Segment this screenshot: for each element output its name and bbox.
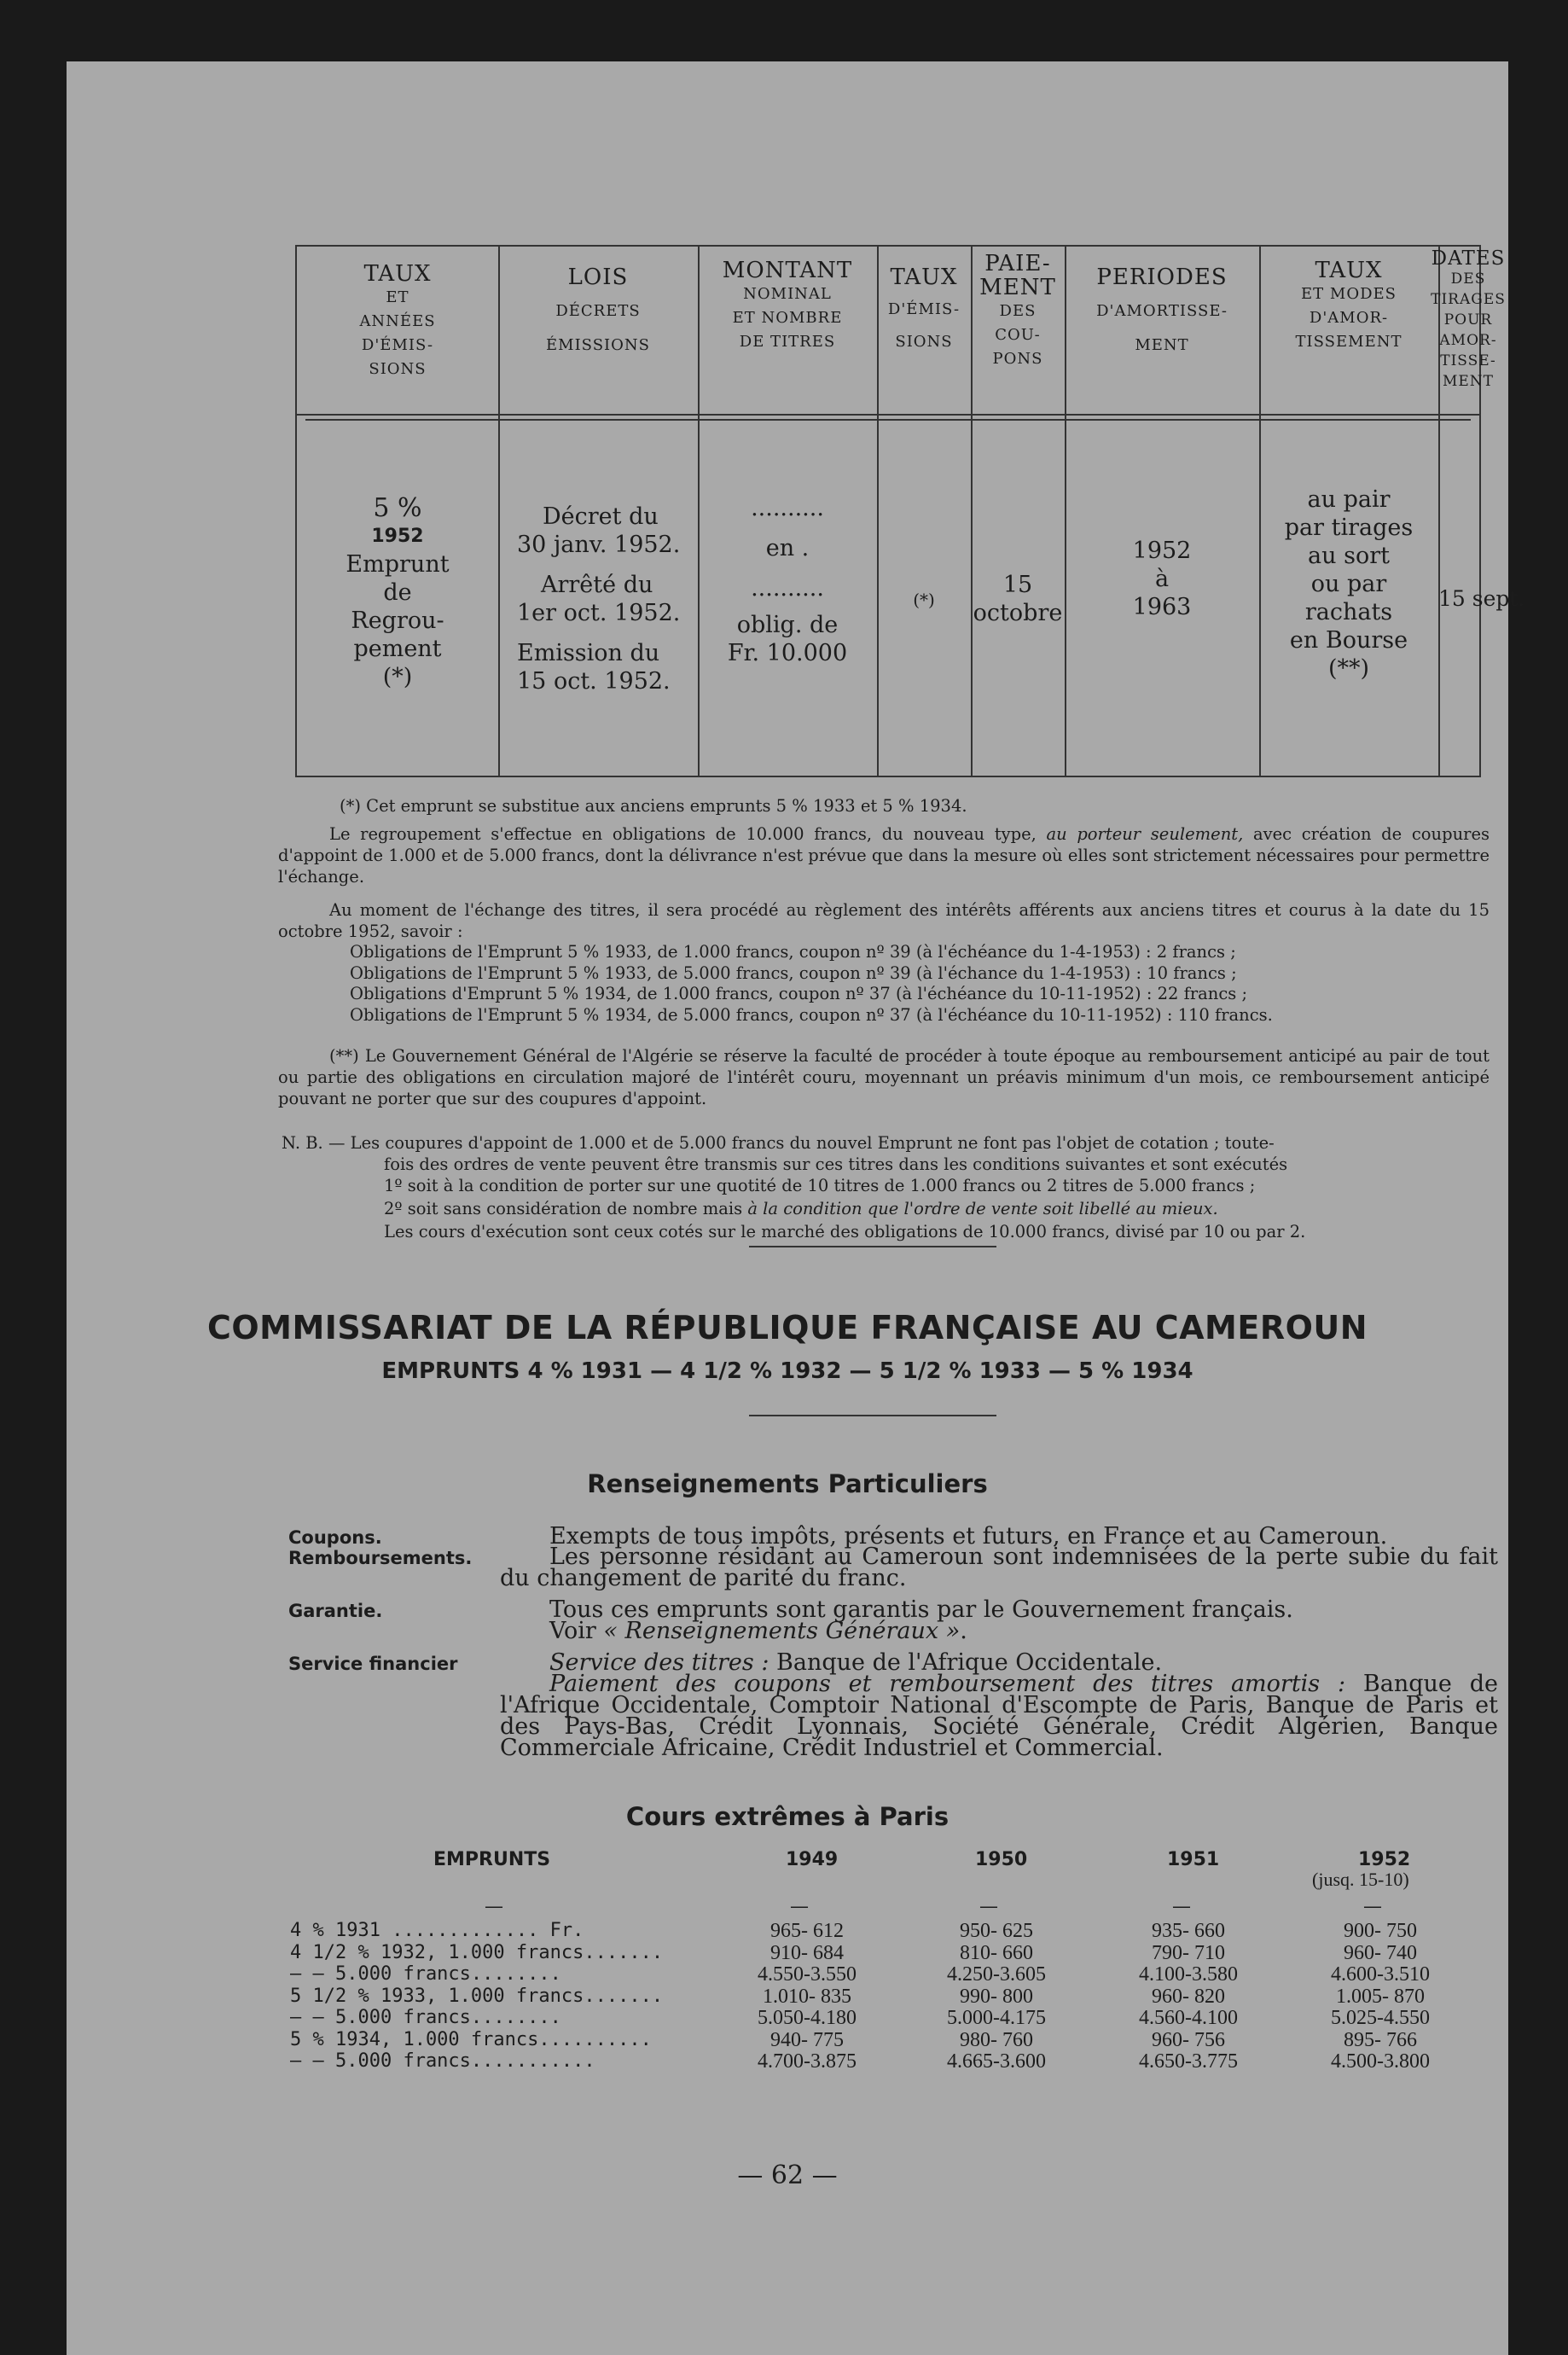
- col-1949: 1949: [786, 1849, 839, 1870]
- row-taux-emissions: (*): [913, 590, 935, 610]
- cours-row-value: 4.600-3.510: [1331, 1963, 1430, 1986]
- col-1952-note: (jusq. 15-10): [1312, 1869, 1409, 1890]
- cours-row-value: 935- 660: [1152, 1920, 1225, 1942]
- header-periodes: PERIODES D'AMORTISSE- MENT: [1096, 265, 1228, 354]
- loan-table: [295, 245, 1525, 777]
- page-subtitle: EMPRUNTS 4 % 1931 — 4 1/2 % 1932 — 5 1/2 % 1933 — 5 % 1934: [381, 1358, 1193, 1384]
- note-nb: N. B. — Les coupures d'appoint de 1.000 et de 5.000 francs du nouvel Emprunt ne font pas l'objet de cotation ; toute- fois des ordres de vente peuvent être transmis sur ces titres dans les conditions suivantes et sont exécutés 1º soit à la condition de porter sur une quotité de 10 titres de 1.000 francs ou 2 titres de 5.000 francs ; 2º soit sans considération de nombre mais à la condition que l'ordre de vente soit libellé au mieux. Les cours d'exécution sont ceux cotés sur le marché des obligations de 10.000 francs, divisé par 10 ou par 2.: [282, 1133, 1306, 1241]
- cours-row-value: 900- 750: [1344, 1920, 1417, 1942]
- cours-row-value: 4.100-3.580: [1139, 1963, 1238, 1986]
- cours-row-label: — — 5.000 francs........: [290, 2007, 561, 2028]
- cours-row-value: 1.005- 870: [1336, 1985, 1425, 2008]
- divider-2: [749, 1415, 996, 1416]
- cours-row-value: 960- 740: [1344, 1941, 1417, 1964]
- row-lois: Décret du 30 janv. 1952. Arrêté du 1er oct. 1952. Emission du 15 oct. 1952.: [517, 503, 681, 695]
- page: TAUX ET ANNÉES D'ÉMIS- SIONS LOIS DÉCRETS ÉMISSIONS MONTANT NOMINAL ET NOMBRE DE TITRES TAUX D'ÉMIS- SIONS PAIE- MENT DES COU- PONS PERIODES D'AMORTISSE- MENT TAUX ET MODES D'AMOR- TISSEMENT DATES DES TIRAGES POUR AMOR- TISSE- MENT 5 % 1952 Emprunt de Regrou- pement (*) Décret du 30 janv. 1952. Arrêté du 1er oct. 1952. Emission du 15 oct. 1952. .......... en . .......... oblig. de Fr. 10.000 (*) 15 octobre 1952 à 1963 au pair par tirages au sort ou par rachats en Bourse (**) 15 sept. (*) Cet emprunt se substitue aux anciens emprunts 5 % 1933 et 5 % 1934. Le regroupement s'effectue en obligations de 10.000 francs, du nouveau type, au porteur seulement, avec création de coupures d'appoint de 1.000 et de 5.000 francs, dont la délivrance n'est prévue que dans la mesure où elles sont strictement nécessaires pour permettre l'échange. Au moment de l'échange des titres, il sera procédé au règlement des intérêts afférents aux anciens titres et courus à la date du 15 octobre 1952, savoir : Obligations de l'Emprunt 5 % 1933, de 1.000 francs, coupon nº 39 (à l'échéance du 1-4-1953) : 2 francs ; Obligations de l'Emprunt 5 % 1933, de 5.000 francs, coupon nº 39 (à l'échance du 1-4-1953) : 10 francs ; Obligations d'Emprunt 5 % 1934, de 1.000 francs, coupon nº 37 (à l'échéance du 10-11-1952) : 22 francs ; Obligations de l'Emprunt 5 % 1934, de 5.000 francs, coupon nº 37 (à l'échéance du 10-11-1952) : 110 francs. (**) Le Gouvernement Général de l'Algérie se réserve la faculté de procéder à toute époque au remboursement anticipé au pair de tout ou partie des obligations en circulation majoré de l'intérêt couru, moyennant un préavis minimum d'un mois, ce remboursement anticipé pouvant ne porter que sur des coupures d'appoint. N. B. — Les coupures d'appoint de 1.000 et de 5.000 francs du nouvel Emprunt ne font pas l'objet de cotation ; toute- fois des ordres de vente peuvent être transmis sur ces titres dans les conditions suivantes et sont exécutés 1º soit à la condition de porter sur une quotité de 10 titres de 1.000 francs ou 2 titres de 5.000 francs ; 2º soit sans considération de nombre mais à la condition que l'ordre de vente soit libellé au mieux. Les cours d'exécution sont ceux cotés sur le marché des obligations de 10.000 francs, divisé par 10 ou par 2. COMMISSARIAT DE LA RÉPUBLIQUE FRANÇAISE AU CAMEROUN EMPRUNTS 4 % 1931 — 4 1/2 % 1932 — 5 1/2 % 1933 — 5 % 1934 Renseignements Particuliers Coupons. Remboursements. Garantie. Service financier Exempts de tous impôts, présents et futurs, en France et au Cameroun. Les personne résidant au Cameroun sont indemnisées de la perte subie du fait du changement de parité du franc. Tous ces emprunts sont garantis par le Gouvernement français. Voir « Renseignements Généraux ». Service des titres : Banque de l'Afrique Occidentale. Paiement des coupons et remboursement des titres amortis : Banque de l'Afrique Occidentale, Comptoir National d'Escompte de Paris, Banque de Paris et des Pays-Bas, Crédit Lyonnais, Société Générale, Crédit Algérien, Banque Commerciale Africaine, Crédit Industriel et Commercial. Cours extrêmes à Paris EMPRUNTS 1949 1950 1951 1952 (jusq. 15-10) — — — — — 4 % 1931 ............. Fr. 965- 612 950- 625 935- 660 900- 750 4 1/2 % 1932, 1.000 francs....... 910- 684 810- 660 790- 710 960- 740 — — 5.000 francs........ 4.550-3.550 4.250-3.605 4.100-3.580 4.600-3.510 5 1/2 % 1933, 1.000 francs....... 1.010- 835 990- 800 960- 820 1.005- 870 — — 5.000 francs........ 5.050-4.180 5.000-4.175 4.560-4.100 5.025-4.550 5 % 1934, 1.000 francs.......... 940- 775 980- 760 960- 756 895- 766 — — 5.000 francs........... 4.700-3.875 4.665-3.600 4.650-3.775 4.500-3.800 — 62 —: [67, 61, 1508, 2355]
- header-taux-emissions: TAUX D'ÉMIS- SIONS: [887, 265, 961, 351]
- note-1: (*) Cet emprunt se substitue aux anciens emprunts 5 % 1933 et 5 % 1934.: [340, 796, 967, 816]
- cours-row-value: 940- 775: [770, 2028, 844, 2051]
- label-coupons: Coupons.: [288, 1527, 382, 1548]
- row-taux: 5 % 1952 Emprunt de Regrou- pement (*): [346, 493, 450, 690]
- obligations-list: Obligations de l'Emprunt 5 % 1933, de 1.000 francs, coupon nº 39 (à l'échéance du 1-4-1953) : 2 francs ; Obligations de l'Emprunt 5 % 1933, de 5.000 francs, coupon nº 39 (à l'échance du 1-4-1953) : 10 francs ; Obligations d'Emprunt 5 % 1934, de 1.000 francs, coupon nº 37 (à l'échéance du 10-11-1952) : 22 francs ; Obligations de l'Emprunt 5 % 1934, de 5.000 francs, coupon nº 37 (à l'échéance du 10-11-1952) : 110 francs.: [350, 942, 1273, 1025]
- cours-row-label: 4 % 1931 ............. Fr.: [290, 1920, 584, 1941]
- page-title: COMMISSARIAT DE LA RÉPUBLIQUE FRANÇAISE AU CAMEROUN: [206, 1309, 1368, 1346]
- label-service: Service financier: [288, 1654, 458, 1674]
- label-remboursements: Remboursements.: [288, 1548, 473, 1568]
- header-taux: TAUX ET ANNÉES D'ÉMIS- SIONS: [359, 261, 436, 378]
- cours-row-value: 965- 612: [770, 1920, 844, 1942]
- cours-row-label: 5 1/2 % 1933, 1.000 francs.......: [290, 1985, 664, 2007]
- row-modes: au pair par tirages au sort ou par rachats en Bourse (**): [1284, 486, 1414, 682]
- cours-row-value: 4.560-4.100: [1139, 2007, 1238, 2029]
- col-1951: 1951: [1167, 1849, 1220, 1870]
- row-periodes: 1952 à 1963: [1132, 538, 1192, 620]
- text-garantie: Tous ces emprunts sont garantis par le Gouvernement français. Voir « Renseignements Généraux ».: [549, 1596, 1293, 1644]
- note-3: Au moment de l'échange des titres, il sera procédé au règlement des intérêts afférents aux anciens titres et courus à la date du 15 octobre 1952, savoir :: [278, 900, 1490, 941]
- header-dates: DATES DES TIRAGES POUR AMOR- TISSE- MENT: [1431, 247, 1506, 390]
- cours-row-label: — — 5.000 francs...........: [290, 2050, 595, 2072]
- row-paiement: 15 octobre: [973, 572, 1063, 626]
- cours-row-value: 1.010- 835: [763, 1985, 851, 2008]
- row-dates: 15 sept.: [1438, 586, 1525, 611]
- cours-row-value: 4.650-3.775: [1139, 2050, 1238, 2073]
- divider: [749, 1246, 996, 1247]
- cours-row-value: 5.000-4.175: [947, 2007, 1046, 2029]
- row-montant: .......... en . .......... oblig. de Fr. 10.000: [727, 495, 848, 666]
- cours-row-value: 895- 766: [1344, 2028, 1417, 2051]
- cours-row-value: 5.025-4.550: [1331, 2007, 1430, 2029]
- cours-row-value: 4.665-3.600: [947, 2050, 1046, 2073]
- cours-row-value: 980- 760: [960, 2028, 1033, 2051]
- header-lois: LOIS DÉCRETS ÉMISSIONS: [546, 265, 650, 354]
- cours-row-value: 5.050-4.180: [758, 2007, 857, 2029]
- cours-row-label: — — 5.000 francs........: [290, 1963, 561, 1985]
- col-emprunts: EMPRUNTS: [433, 1849, 551, 1870]
- heading-cours: Cours extrêmes à Paris: [625, 1802, 950, 1831]
- label-garantie: Garantie.: [288, 1601, 383, 1621]
- text-service: Service des titres : Banque de l'Afrique Occidentale. Paiement des coupons et remboursement des titres amortis : Banque de l'Afrique Occidentale, Comptoir National d'Escompte de Paris, Banque de Paris et des Pays-Bas, Crédit Lyonnais, Société Générale, Crédit Algérien, Banque Commerciale Africaine, Crédit Industriel et Commercial.: [500, 1649, 1498, 1761]
- cours-row-label: 5 % 1934, 1.000 francs..........: [290, 2028, 652, 2050]
- cours-row-value: 960- 756: [1152, 2028, 1225, 2051]
- header-taux-modes: TAUX ET MODES D'AMOR- TISSEMENT: [1295, 258, 1402, 351]
- cours-row-value: 4.550-3.550: [758, 1963, 857, 1986]
- page-number: — 62 —: [737, 2160, 838, 2190]
- text-coupons: Exempts de tous impôts, présents et futurs, en France et au Cameroun.: [549, 1523, 1388, 1550]
- cours-row-value: 910- 684: [770, 1941, 844, 1964]
- cours-row-value: 810- 660: [960, 1941, 1033, 1964]
- cours-row-value: 960- 820: [1152, 1985, 1225, 2008]
- cours-row-value: 990- 800: [960, 1985, 1033, 2008]
- note-2: Le regroupement s'effectue en obligations de 10.000 francs, du nouveau type, au porteur seulement, avec création de coupures d'appoint de 1.000 et de 5.000 francs, dont la délivrance n'est prévue que dans la mesure où elles sont strictement nécessaires pour permettre l'échange.: [278, 824, 1490, 887]
- col-1952: 1952: [1358, 1849, 1411, 1870]
- cours-row-value: 4.500-3.800: [1331, 2050, 1430, 2073]
- note-4: (**) Le Gouvernement Général de l'Algérie se réserve la faculté de procéder à toute époque au remboursement anticipé au pair de tout ou partie des obligations en circulation majoré de l'intérêt couru, moyennant un préavis minimum d'un mois, ce remboursement anticipé pouvant ne porter que sur des coupures d'appoint.: [278, 1046, 1490, 1108]
- col-1950: 1950: [975, 1849, 1028, 1870]
- heading-renseignements: Renseignements Particuliers: [587, 1469, 988, 1498]
- cours-row-label: 4 1/2 % 1932, 1.000 francs.......: [290, 1941, 664, 1963]
- header-montant: MONTANT NOMINAL ET NOMBRE DE TITRES: [722, 258, 853, 351]
- cours-row-value: 950- 625: [960, 1920, 1033, 1942]
- cours-row-value: 4.700-3.875: [758, 2050, 857, 2073]
- text-remboursements: Les personne résidant au Cameroun sont indemnisées de la perte subie du fait du changement de parité du franc.: [500, 1544, 1498, 1591]
- header-paiement: PAIE- MENT DES COU- PONS: [979, 251, 1056, 368]
- cours-row-value: 790- 710: [1152, 1941, 1225, 1964]
- cours-row-value: 4.250-3.605: [947, 1963, 1046, 1986]
